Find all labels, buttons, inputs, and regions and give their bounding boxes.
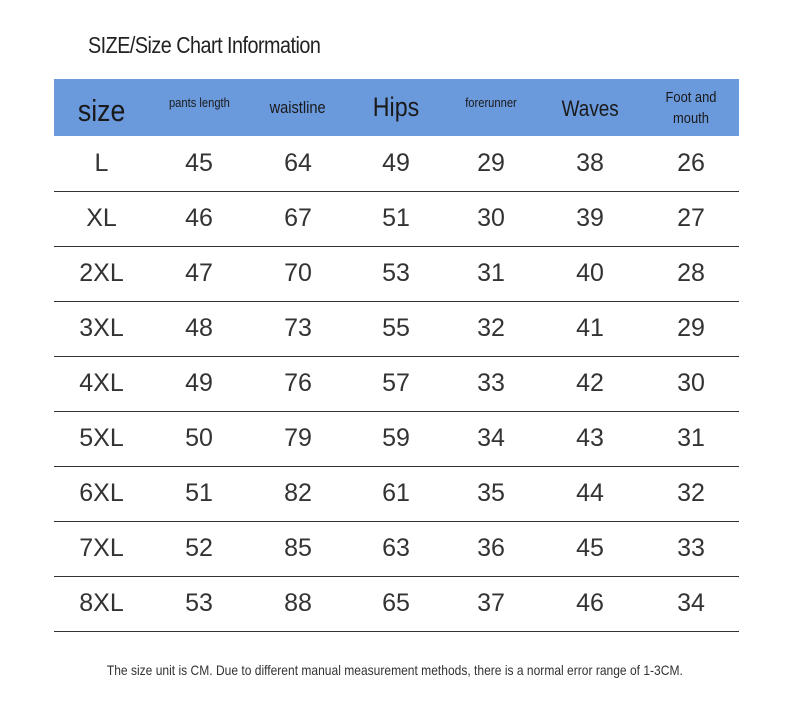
hips-cell: 63 <box>347 521 445 576</box>
table-row <box>54 246 739 301</box>
waves-cell: 42 <box>537 356 643 411</box>
header-hips: Hips <box>372 91 420 122</box>
foot-and-mouth-cell: 26 <box>643 136 739 191</box>
size-cell: XL <box>54 191 149 246</box>
foot-and-mouth-cell: 31 <box>643 411 739 466</box>
table-row <box>54 356 739 411</box>
page-title: SIZE/Size Chart Information <box>88 32 321 58</box>
hips-cell: 53 <box>347 246 445 301</box>
pants-length-cell: 49 <box>149 356 249 411</box>
waistline-cell: 64 <box>249 136 347 191</box>
hips-cell: 59 <box>347 411 445 466</box>
size-cell: 6XL <box>54 466 149 521</box>
pants-length-cell: 50 <box>149 411 249 466</box>
foot-and-mouth-cell: 29 <box>643 301 739 356</box>
pants-length-cell: 51 <box>149 466 249 521</box>
table-row <box>54 466 739 521</box>
header-waistline: waistline <box>269 98 327 118</box>
waistline-cell: 67 <box>249 191 347 246</box>
pants-length-cell: 53 <box>149 576 249 631</box>
forerunner-cell: 37 <box>445 576 537 631</box>
forerunner-cell: 33 <box>445 356 537 411</box>
pants-length-cell: 52 <box>149 521 249 576</box>
foot-and-mouth-cell: 28 <box>643 246 739 301</box>
table-row <box>54 411 739 466</box>
foot-and-mouth-cell: 34 <box>643 576 739 631</box>
measurement-footnote <box>0 662 790 678</box>
waves-cell: 41 <box>537 301 643 356</box>
forerunner-cell: 34 <box>445 411 537 466</box>
waistline-cell: 76 <box>249 356 347 411</box>
foot-and-mouth-cell: 30 <box>643 356 739 411</box>
hips-cell: 65 <box>347 576 445 631</box>
table-row <box>54 521 739 576</box>
waves-cell: 40 <box>537 246 643 301</box>
forerunner-cell: 31 <box>445 246 537 301</box>
pants-length-cell: 46 <box>149 191 249 246</box>
hips-cell: 61 <box>347 466 445 521</box>
forerunner-cell: 35 <box>445 466 537 521</box>
foot-and-mouth-cell: 33 <box>643 521 739 576</box>
size-cell: 4XL <box>54 356 149 411</box>
waistline-cell: 85 <box>249 521 347 576</box>
foot-and-mouth-cell: 32 <box>643 466 739 521</box>
size-cell: 7XL <box>54 521 149 576</box>
table-header-row <box>54 79 739 136</box>
hips-cell: 49 <box>347 136 445 191</box>
waves-cell: 46 <box>537 576 643 631</box>
waves-cell: 43 <box>537 411 643 466</box>
waistline-cell: 70 <box>249 246 347 301</box>
hips-cell: 57 <box>347 356 445 411</box>
table-row <box>54 576 739 631</box>
waves-cell: 39 <box>537 191 643 246</box>
waistline-cell: 82 <box>249 466 347 521</box>
forerunner-cell: 30 <box>445 191 537 246</box>
table-row <box>54 136 739 191</box>
header-size: size <box>77 93 126 129</box>
waves-cell: 38 <box>537 136 643 191</box>
forerunner-cell: 32 <box>445 301 537 356</box>
waistline-cell: 73 <box>249 301 347 356</box>
size-cell: L <box>54 136 149 191</box>
footnote-text: The size unit is CM. Due to different manual measurement methods, there is a normal error range of 1-3CM. <box>107 662 683 678</box>
size-cell: 2XL <box>54 246 149 301</box>
size-cell: 8XL <box>54 576 149 631</box>
pants-length-cell: 47 <box>149 246 249 301</box>
hips-cell: 55 <box>347 301 445 356</box>
hips-cell: 51 <box>347 191 445 246</box>
header-forerunner: forerunner <box>465 95 517 111</box>
header-foot-and-mouth: Foot and mouth <box>665 88 717 127</box>
table-body <box>54 136 739 631</box>
pants-length-cell: 48 <box>149 301 249 356</box>
size-cell: 3XL <box>54 301 149 356</box>
waistline-cell: 79 <box>249 411 347 466</box>
forerunner-cell: 36 <box>445 521 537 576</box>
forerunner-cell: 29 <box>445 136 537 191</box>
size-cell: 5XL <box>54 411 149 466</box>
table-row <box>54 301 739 356</box>
header-pants-length: pants length <box>168 95 230 111</box>
header-waves: Waves <box>561 96 619 122</box>
pants-length-cell: 45 <box>149 136 249 191</box>
size-chart-table <box>54 79 739 632</box>
waves-cell: 45 <box>537 521 643 576</box>
foot-and-mouth-cell: 27 <box>643 191 739 246</box>
table-row <box>54 191 739 246</box>
waistline-cell: 88 <box>249 576 347 631</box>
waves-cell: 44 <box>537 466 643 521</box>
